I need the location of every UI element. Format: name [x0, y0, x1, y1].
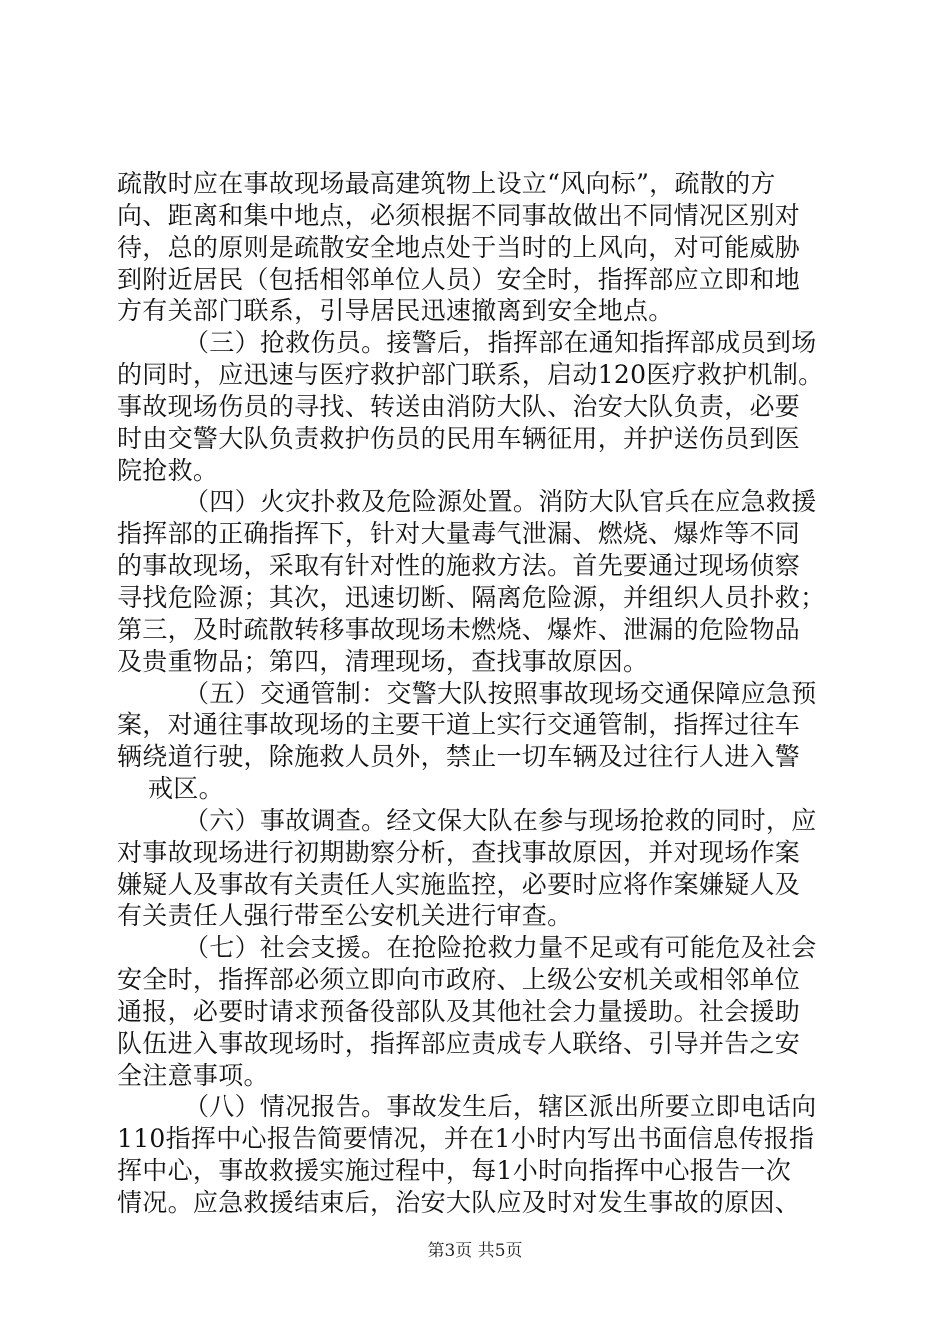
text-line: 全注意事项。: [117, 1061, 269, 1090]
text-line: 疏散时应在事故现场最高建筑物上设立“风向标”，疏散的方: [117, 169, 776, 198]
text-line: 有关责任人强行带至公安机关进行审查。: [117, 901, 573, 930]
text-line: 的事故现场，采取有针对性的施救方法。首先要通过现场侦察: [117, 551, 801, 580]
text-line: 第三，及时疏散转移事故现场未燃烧、爆炸、泄漏的危险物品: [117, 615, 801, 644]
text-line: 到附近居民（包括相邻单位人员）安全时，指挥部应立即和地: [117, 265, 801, 294]
text-line: 案，对通往事故现场的主要干道上实行交通管制，指挥过往车: [117, 710, 801, 739]
text-line: 辆绕道行驶，除施救人员外，禁止一切车辆及过往行人进入警: [117, 742, 801, 771]
text-line: 110指挥中心报告简要情况，并在1小时内写出书面信息传报指: [117, 1124, 815, 1153]
text-line: 情况。应急救援结束后，治安大队应及时对发生事故的原因、: [117, 1188, 801, 1217]
text-line: 事故现场伤员的寻找、转送由消防大队、治安大队负责，必要: [117, 392, 801, 421]
paragraph-start-line: （四）火灾扑救及危险源处置。消防大队官兵在应急救援: [184, 487, 817, 516]
text-line: 待，总的原则是疏散安全地点处于当时的上风向，对可能威胁: [117, 233, 801, 262]
paragraph-start-line: （六）事故调查。经文保大队在参与现场抢救的同时，应: [184, 806, 817, 835]
text-line: 对事故现场进行初期勘察分析，查找事故原因，并对现场作案: [117, 838, 801, 867]
text-line: 向、距离和集中地点，必须根据不同事故做出不同情况区别对: [117, 201, 801, 230]
text-line: 挥中心，事故救援实施过程中，每1小时向指挥中心报告一次: [117, 1156, 792, 1185]
paragraph-start-line: （三）抢救伤员。接警后，指挥部在通知指挥部成员到场: [184, 328, 817, 357]
text-line: 及贵重物品；第四，清理现场，查找事故原因。: [117, 647, 649, 676]
paragraph-start-line: （七）社会支援。在抢险抢救力量不足或有可能危及社会: [184, 933, 817, 962]
text-line: 安全时，指挥部必须立即向市政府、上级公安机关或相邻单位: [117, 965, 801, 994]
text-line: 寻找危险源；其次，迅速切断、隔离危险源，并组织人员扑救；: [117, 583, 826, 612]
text-line: 的同时，应迅速与医疗救护部门联系，启动120医疗救护机制。: [117, 360, 824, 389]
text-line: 院抢救。: [117, 456, 219, 485]
text-line: 时由交警大队负责救护伤员的民用车辆征用，并护送伤员到医: [117, 424, 801, 453]
text-line: 嫌疑人及事故有关责任人实施监控，必要时应将作案嫌疑人及: [117, 870, 801, 899]
text-line: 通报，必要时请求预备役部队及其他社会力量援助。社会援助: [117, 997, 801, 1026]
text-line: 戒区。: [148, 774, 224, 803]
text-line: 指挥部的正确指挥下，针对大量毒气泄漏、燃烧、爆炸等不同: [117, 519, 801, 548]
text-line: 方有关部门联系，引导居民迅速撤离到安全地点。: [117, 296, 674, 325]
paragraph-start-line: （五）交通管制：交警大队按照事故现场交通保障应急预: [184, 679, 817, 708]
page-number-footer: 第3页 共5页: [427, 1241, 523, 1261]
paragraph-start-line: （八）情况报告。事故发生后，辖区派出所要立即电话向: [184, 1092, 817, 1121]
text-line: 队伍进入事故现场时，指挥部应责成专人联络、引导并告之安: [117, 1029, 801, 1058]
